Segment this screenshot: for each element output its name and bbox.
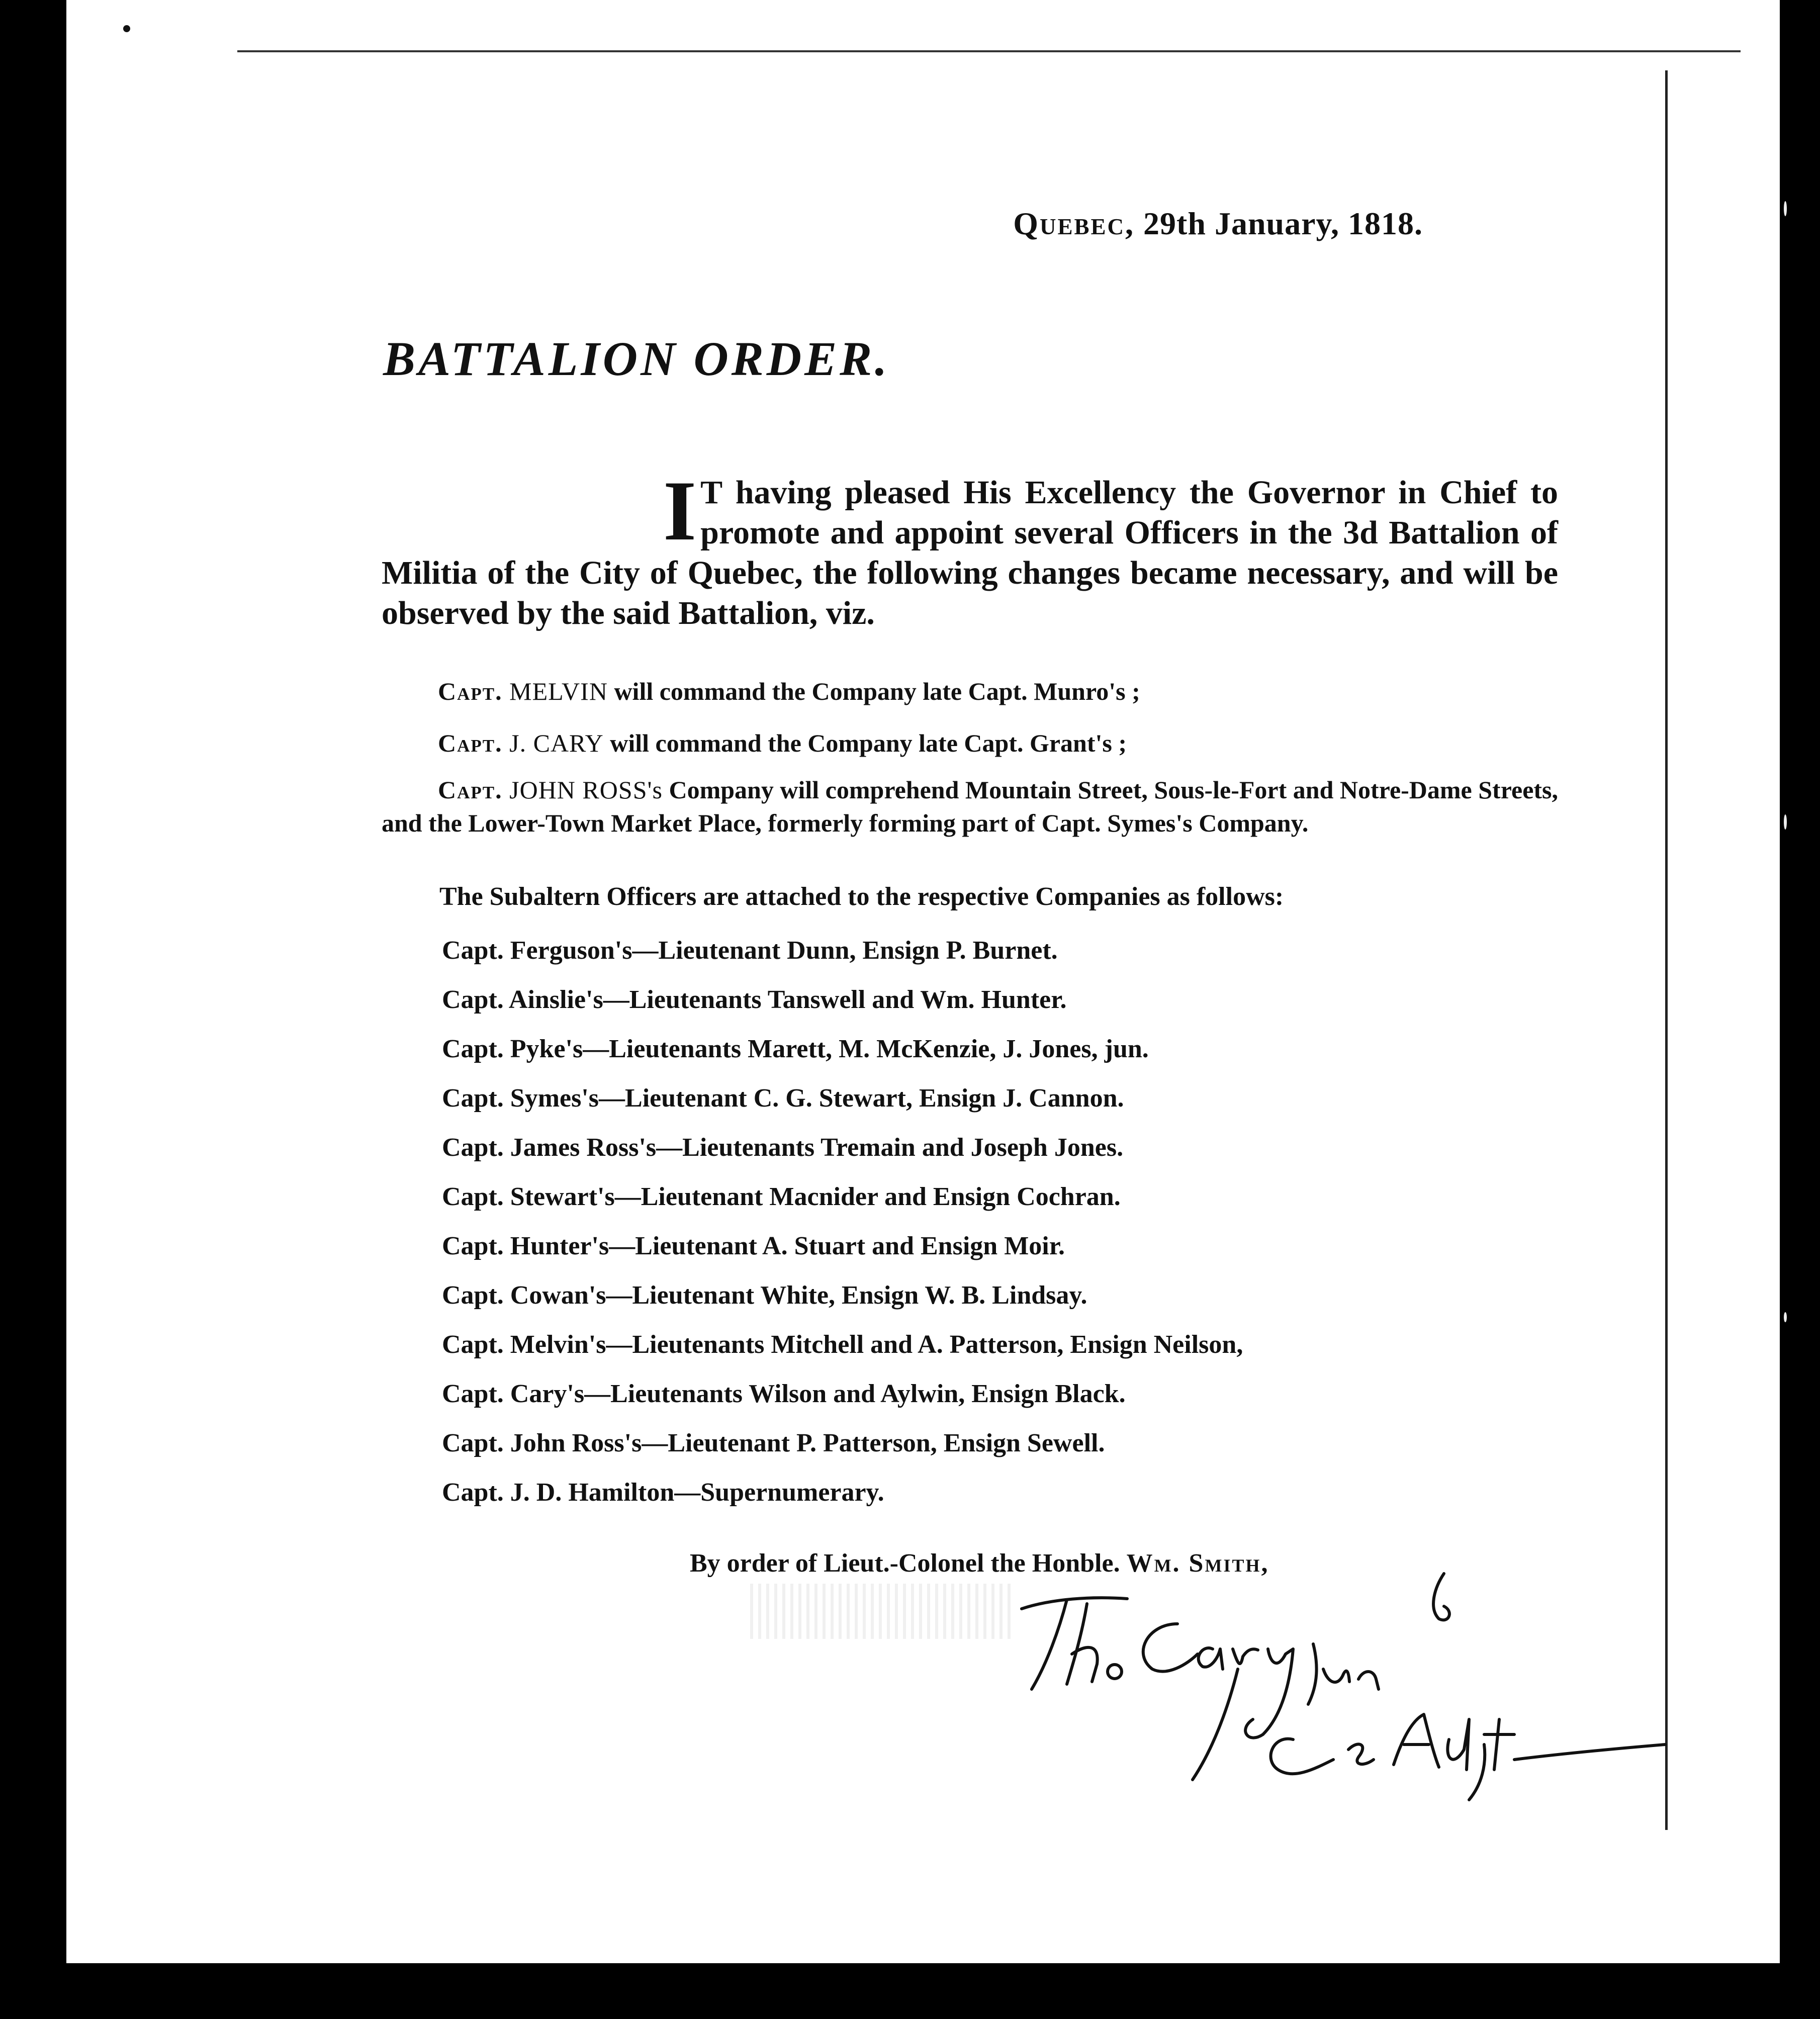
document-title: BATTALION ORDER. xyxy=(383,332,890,386)
edge-speck xyxy=(1784,1312,1787,1322)
intro-text: T having pleased His Excellency the Governor in Chief to promote and appoint several Officers in the 3d Battalion of Militia of the City of Quebec, the following changes became necessary, and will be observed by the said Battalion, viz. xyxy=(382,474,1558,631)
edge-speck xyxy=(1784,814,1787,830)
subaltern-item: Capt. James Ross's—Lieutenants Tremain and Joseph Jones. xyxy=(442,1133,1124,1162)
handwritten-signature xyxy=(1012,1569,1675,1830)
intro-paragraph xyxy=(382,464,1558,633)
by-order-name: Wm. Smith, xyxy=(1126,1549,1269,1578)
command-rest: will command the Company late Capt. Munro's ; xyxy=(607,677,1140,705)
subaltern-item: Capt. Pyke's—Lieutenants Marett, M. McKenzie, J. Jones, jun. xyxy=(442,1035,1149,1063)
subaltern-item: Capt. Ferguson's—Lieutenant Dunn, Ensign P. Burnet. xyxy=(442,936,1058,965)
by-order-prefix: By order of Lieut.-Colonel the Honble. xyxy=(690,1549,1127,1578)
command-cap: Capt. xyxy=(438,677,503,705)
command-line xyxy=(382,773,1558,840)
dateline xyxy=(1013,205,1423,242)
command-cap: Capt. xyxy=(438,729,503,757)
command-line xyxy=(382,726,1558,760)
subaltern-item: Capt. Hunter's—Lieutenant A. Stuart and Ensign Moir. xyxy=(442,1232,1065,1260)
dateline-date: 29th January, 1818. xyxy=(1135,206,1423,241)
command-rest: will command the Company late Capt. Grant's ; xyxy=(603,729,1127,757)
edge-speck xyxy=(1784,201,1787,216)
subaltern-item: Capt. Symes's—Lieutenant C. G. Stewart, Ensign J. Cannon. xyxy=(442,1084,1124,1113)
command-name: MELVIN xyxy=(502,677,608,705)
subaltern-item: Capt. John Ross's—Lieutenant P. Patterson, Ensign Sewell. xyxy=(442,1429,1105,1457)
subaltern-item: Capt. J. D. Hamilton—Supernumerary. xyxy=(442,1478,884,1507)
subaltern-item: Capt. Stewart's—Lieutenant Macnider and Ensign Cochran. xyxy=(442,1182,1121,1211)
subaltern-list xyxy=(442,926,1243,1517)
command-rest: Company will comprehend Mountain Street, Sous-le-Fort and Notre-Dame Streets, and the Lower-Town Market Place, formerly forming part of Capt. Symes's Company. xyxy=(382,776,1558,837)
subaltern-item: Capt. Cowan's—Lieutenant White, Ensign W. B. Lindsay. xyxy=(442,1281,1087,1310)
command-line xyxy=(382,675,1558,708)
subaltern-item: Capt. Cary's—Lieutenants Wilson and Aylwin, Ensign Black. xyxy=(442,1380,1126,1408)
dateline-city: Quebec, xyxy=(1013,206,1135,241)
command-name: J. CARY xyxy=(502,729,604,757)
subaltern-item: Capt. Melvin's—Lieutenants Mitchell and A. Patterson, Ensign Neilson, xyxy=(442,1330,1243,1359)
command-name: JOHN ROSS's xyxy=(502,776,663,804)
subaltern-intro: The Subaltern Officers are attached to the respective Companies as follows: xyxy=(439,882,1284,911)
subaltern-item: Capt. Ainslie's—Lieutenants Tanswell and Wm. Hunter. xyxy=(442,985,1067,1014)
top-border-rule xyxy=(237,50,1741,52)
ink-speck xyxy=(123,25,130,32)
intro-drop-cap: I xyxy=(663,464,697,558)
command-cap: Capt. xyxy=(438,776,503,804)
document-page xyxy=(66,0,1780,1963)
right-border-rule xyxy=(1665,70,1668,1830)
bleed-through-mark xyxy=(750,1584,1012,1639)
intro-indent xyxy=(382,473,663,513)
